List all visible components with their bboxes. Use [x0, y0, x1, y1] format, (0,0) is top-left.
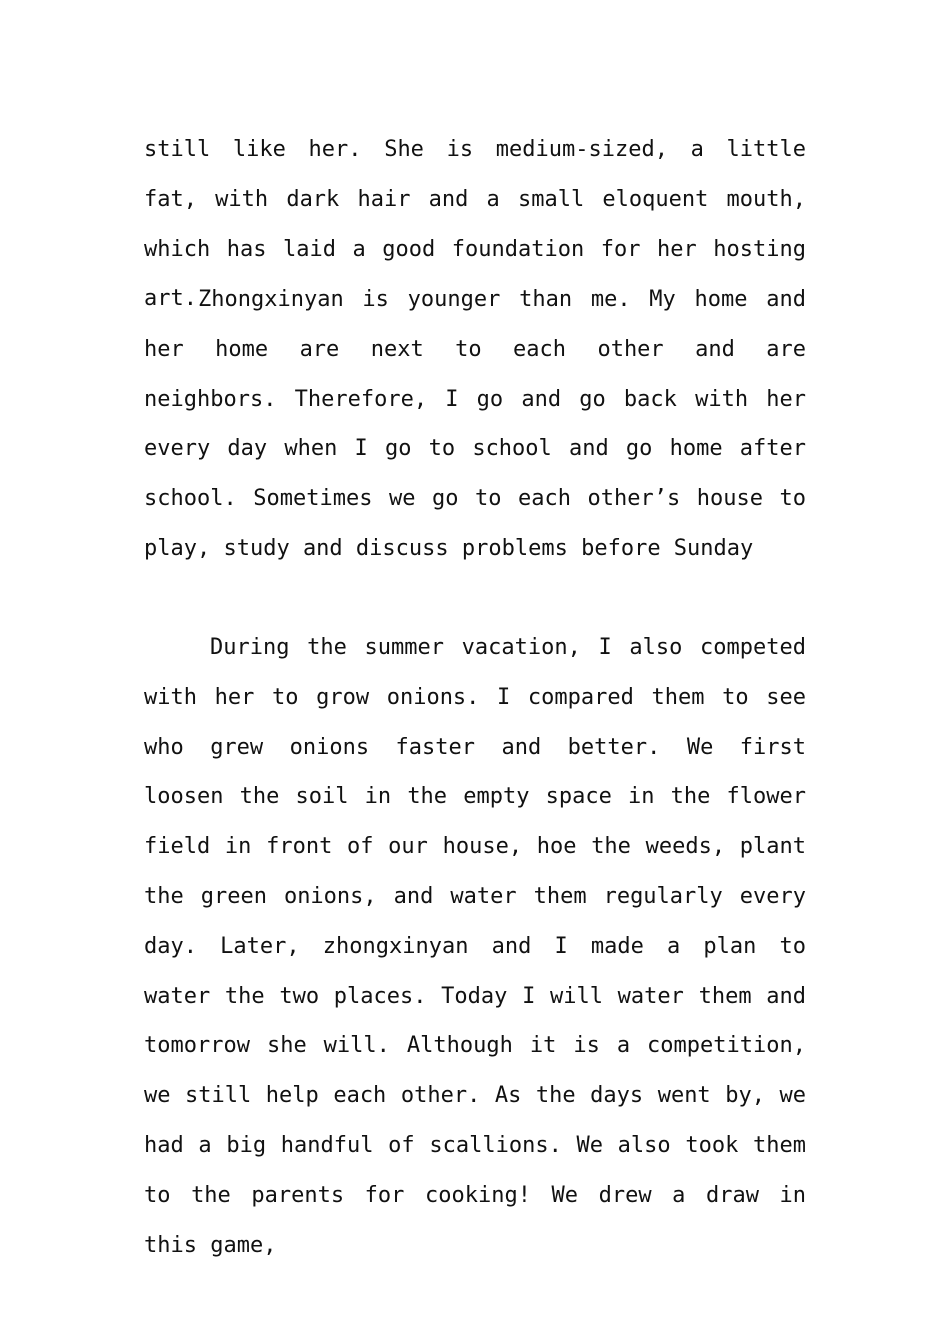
- paragraph-neighbors: [144, 275, 806, 574]
- paragraph-text: Zhongxinyan is younger than me. My home and her home are next to each other and are neighbors. Therefore, I go and go back with her every day when I go to school and go home after school. Sometimes we go to each other’s house to play, study and discuss problems before Sunday: [144, 287, 806, 561]
- paragraph-onions: [144, 623, 806, 1270]
- paragraph-text: During the summer vacation, I also competed with her to grow onions. I compared them to see who grew onions faster and better. We first loosen the soil in the empty space in the flower field in front of our house, hoe the weeds, plant the green onions, and water them regularly every day. Later, zhongxinyan and I made a plan to water the two places. Today I will water them and tomorrow she will. Although it is a competition, we still help each other. As the days went by, we had a big handful of scallions. We also took them to the parents for cooking! We drew a draw in this game,: [144, 635, 806, 1258]
- paragraph-text: still like her. She is medium-sized, a little fat, with dark hair and a small eloquent mouth, which has laid a good foundation for her hosting art.: [144, 137, 806, 312]
